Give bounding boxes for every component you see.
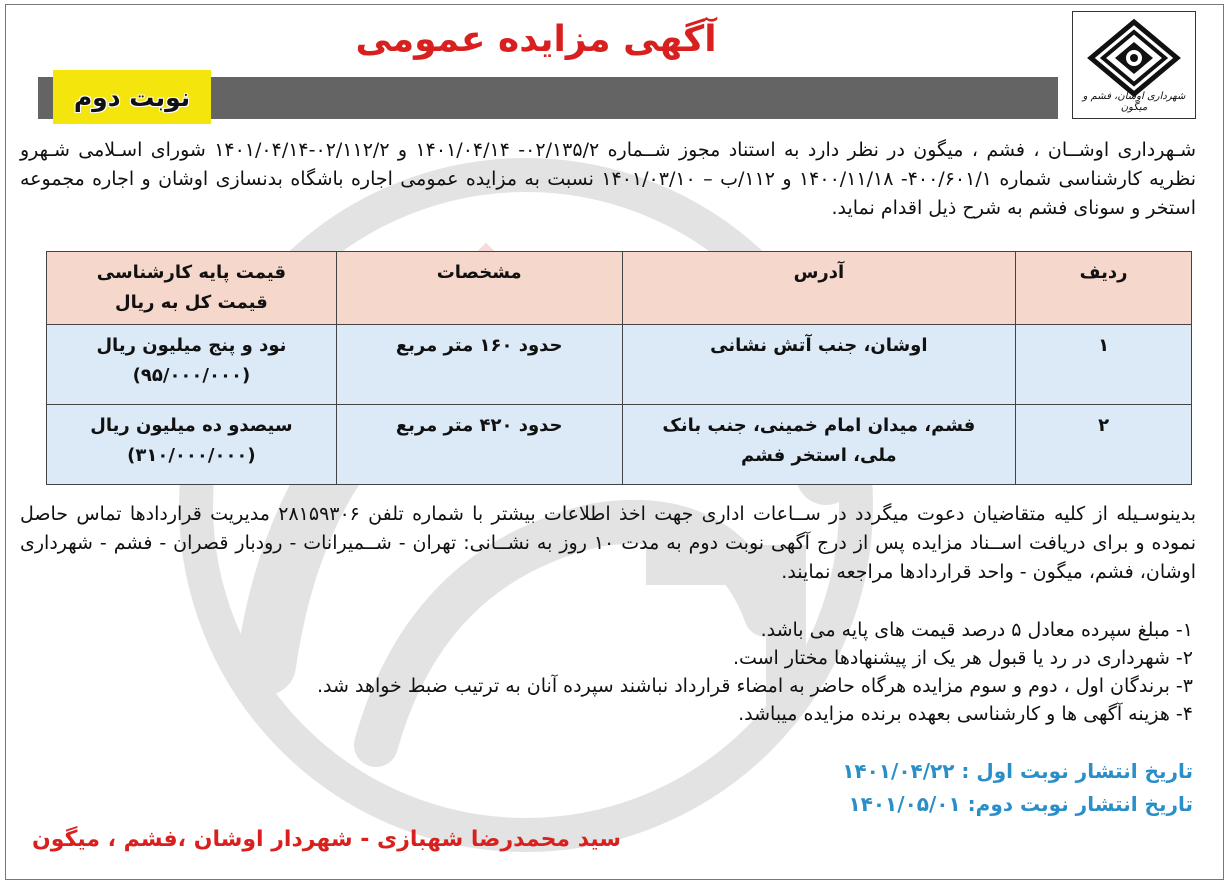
header-row-index: ردیف	[1016, 252, 1192, 325]
second-publication-date: تاریخ انتشار نوبت دوم: ۱۴۰۱/۰۵/۰۱	[848, 792, 1193, 816]
row-address: فشم، میدان امام خمینی، جنب بانک ملی، استخر فشم	[622, 405, 1016, 485]
list-item: ۲- شهرداری در رد یا قبول هر یک از پیشنهادها مختار است.	[732, 647, 1193, 669]
row-specs: حدود ۴۲۰ متر مربع	[336, 405, 622, 485]
row-index: ۱	[1016, 325, 1192, 405]
row-specs: حدود ۱۶۰ متر مربع	[336, 325, 622, 405]
table-row	[47, 325, 1192, 405]
mayor-signature: سید محمدرضا شهبازی - شهردار اوشان ،فشم ، میگون	[32, 827, 622, 852]
table-row	[47, 405, 1192, 485]
list-item: ۱- مبلغ سپرده معادل ۵ درصد قیمت های پایه می باشد.	[760, 619, 1193, 641]
notice-title: آگهی مزایده عمومی	[355, 19, 717, 60]
list-item: ۴- هزینه آگهی ها و کارشناسی بعهده برنده مزایده میباشد.	[738, 703, 1193, 725]
invitation-paragraph: بدینوسـیله از کلیه متقاضیان دعوت میگردد در ســاعات اداری جهت اخذ اطلاعات بیشتر با شماره تلفن ۲۸۱۵۹۳۰۶ مدیریت قراردادها تماس حاصل نموده و برای دریافت اســناد مزایده پس از درج آگهی نوبت دوم به مدت ۱۰ روز به نشــانی: تهران - شــمیرانات - رودبار قصران - فشم - شهرداری اوشان، فشم، میگون - واحد قراردادها مراجعه نمایند.	[20, 503, 1196, 583]
logo-caption: شهرداری اوشان، فشم و میگون	[1082, 91, 1186, 113]
municipality-logo	[1072, 11, 1196, 119]
conditions-list	[317, 616, 1193, 728]
municipality-emblem-icon	[1087, 18, 1181, 98]
newspaper-notice	[5, 4, 1224, 880]
intro-paragraph: شـهرداری اوشــان ، فشم ، میگون در نظر دارد به استناد مجوز شــماره ۰۲/۱۳۵/۲- ۱۴۰۱/۰۴/۱۴ و ۰۲/۱۱۲/۲-۱۴۰۱/۰۴/۱۴ شورای اسـلامی شـهرو نظریه کارشناسی شماره ۴۰۰/۶۰۱/۱- ۱۴۰۰/۱۱/۱۸ و ۱۱۲/ب – ۱۴۰۱/۰۳/۱۰ نسبت به مزایده عمومی اجاره باشگاه بدنسازی اوشان و اجاره مجموعه استخر و سونای فشم به شرح ذیل اقدام نماید.	[20, 139, 1196, 219]
first-publication-date: تاریخ انتشار نوبت اول : ۱۴۰۱/۰۴/۲۲	[842, 759, 1193, 783]
table-header-row	[47, 252, 1192, 325]
row-index: ۲	[1016, 405, 1192, 485]
round-badge: نوبت دوم	[53, 70, 211, 124]
header-address: آدرس	[622, 252, 1016, 325]
auction-items-table	[46, 251, 1192, 485]
header-specs: مشخصات	[336, 252, 622, 325]
header-price: قیمت پایه کارشناسی قیمت کل به ریال	[47, 252, 337, 325]
row-price: سیصدو ده میلیون ریال (۳۱۰/۰۰۰/۰۰۰)	[47, 405, 337, 485]
publication-dates	[842, 755, 1193, 821]
list-item: ۳- برندگان اول ، دوم و سوم مزایده هرگاه حاضر به امضاء قرارداد نباشند سپرده آنان به ترتیب ضبط خواهد شد.	[317, 675, 1193, 697]
row-address: اوشان، جنب آتش نشانی	[622, 325, 1016, 405]
row-price: نود و پنج میلیون ریال (۹۵/۰۰۰/۰۰۰)	[47, 325, 337, 405]
